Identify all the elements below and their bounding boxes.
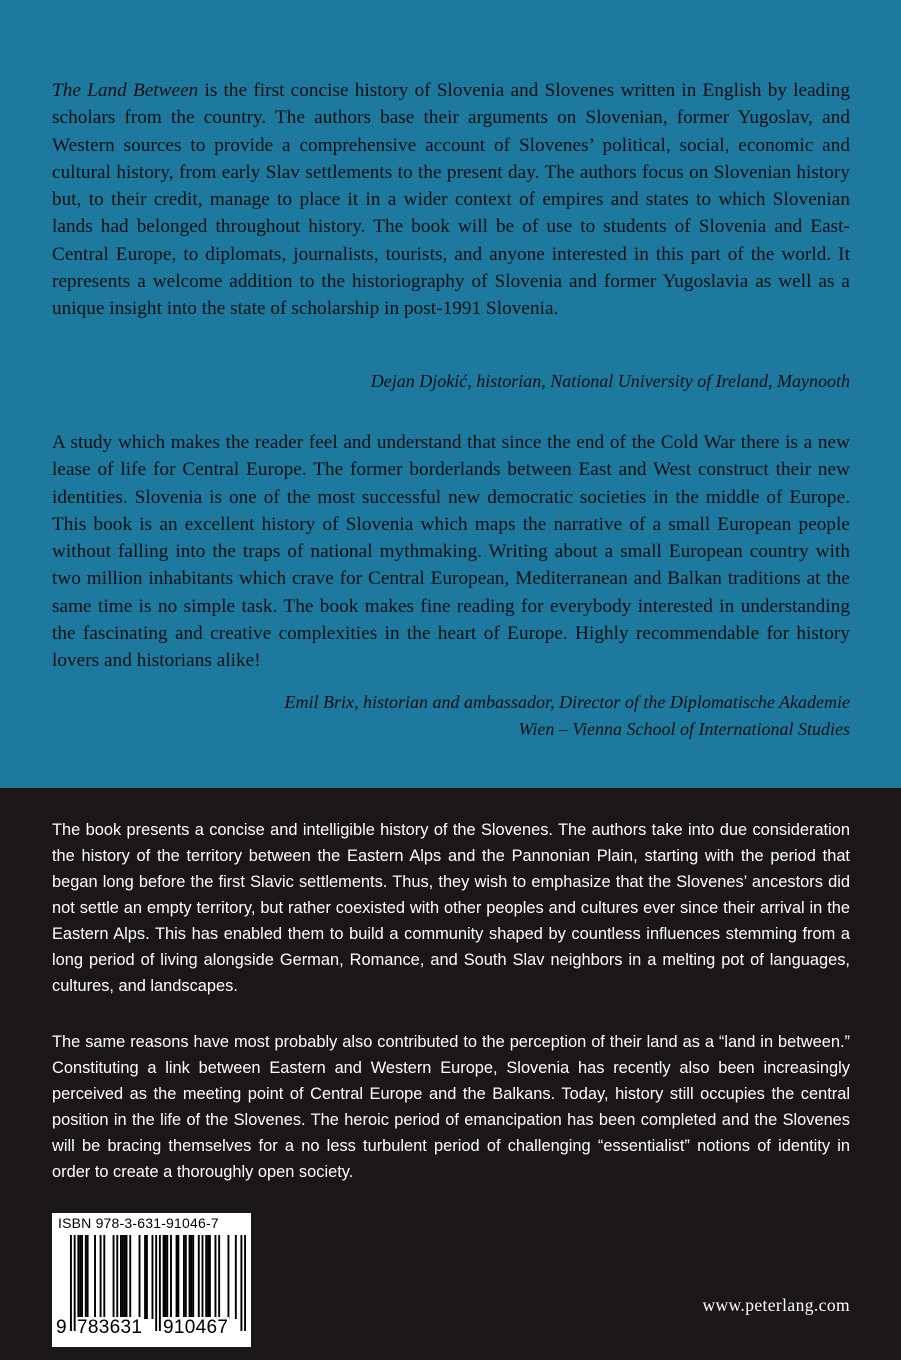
barcode-bar (113, 1235, 115, 1319)
barcode-bar (129, 1235, 131, 1319)
barcode-bar (166, 1235, 168, 1319)
barcode-bar (207, 1235, 209, 1319)
barcode-bar (183, 1235, 185, 1319)
description-paragraph-2: The same reasons have most probably also contributed to the perception of their land as a “land in between.” Constituting a link between Eastern and Western Europe, Slovenia has recently also been increasingly perceived as the meeting point of Central Europe and the Balkans. Today, history still occupies the central position in the life of the Slovenes. The heroic period of emancipation has been completed and the Slovenes will be bracing themselves for a no less turbulent period of challenging “essentialist” notions of identity in order to create a thoroughly open society. (52, 1033, 850, 1181)
barcode-bar (152, 1235, 154, 1319)
isbn-label: ISBN 978-3-631-91046-7 (58, 1215, 219, 1231)
barcode-bar (163, 1235, 165, 1319)
isbn-barcode (52, 1213, 251, 1347)
barcode-bar (124, 1235, 126, 1319)
barcode-bar (122, 1235, 124, 1319)
barcode-bar (215, 1235, 217, 1319)
barcode-bar (87, 1235, 89, 1319)
barcode-bar (164, 1235, 166, 1319)
barcode-bar (144, 1235, 146, 1319)
barcode-bar (81, 1235, 83, 1319)
barcode-bar (192, 1235, 194, 1319)
barcode-bar (176, 1235, 178, 1319)
review-quote-2-attribution (52, 689, 850, 743)
publisher-url[interactable]: www.peterlang.com (702, 1295, 850, 1315)
barcode-bar (235, 1235, 237, 1319)
review-quote-2-text: A study which makes the reader feel and understand that since the end of the Cold War there is a new lease of life for Central Europe. The former borderlands between East and West construct their new identities. Slovenia is one of the most successful new democratic societies in the middle of Europe. This book is an excellent history of Slovenia which maps the narrative of a small European people without falling into the traps of national mythmaking. Writing about a small European country with two million inhabitants which crave for Central European, Mediterranean and Balkan traditions at the same time is no simple task. The book makes fine reading for everybody interested in understanding the fascinating and creative complexities in the heart of Europe. Highly recommendable for history lovers and historians alike! (52, 432, 850, 672)
barcode-bar (79, 1235, 81, 1319)
barcode-bar (189, 1235, 191, 1319)
attribution-line-2: Wien – Vienna School of International Studies (518, 719, 850, 739)
description-paragraph-1: The book presents a concise and intelligible history of the Slovenes. The authors take into due consideration the history of the territory between the Eastern Alps and the Pannonian Plain, starting with the period that began long before the first Slavic settlements. Thus, they wish to emphasize that the Slovenes’ ancestors did not settle an empty territory, but rather coexisted with other peoples and cultures ever since their arrival in the Eastern Alps. This has enabled them to build a community shaped by countless influences stemming from a long period of living alongside German, Romance, and South Slav neighbors in a melting pot of languages, cultures, and landscapes. (52, 821, 850, 995)
barcode-bar (170, 1235, 172, 1319)
barcode-bar (94, 1235, 96, 1319)
barcode-bar (209, 1235, 211, 1319)
isbn-digit-first: 9 (56, 1317, 67, 1338)
barcode-bar (202, 1235, 204, 1319)
barcode-bar (116, 1235, 118, 1319)
attribution-line-1: Emil Brix, historian and ambassador, Director of the Diplomatische Akademie (284, 692, 850, 712)
review-quote-2 (52, 429, 850, 675)
barcode-bar (103, 1235, 105, 1319)
isbn-digits (52, 1317, 251, 1345)
barcode-bar (85, 1235, 87, 1319)
barcode-bar (146, 1235, 148, 1319)
barcode-bar (198, 1235, 200, 1319)
book-title: The Land Between (52, 80, 199, 101)
barcode-bar (218, 1235, 220, 1319)
barcode-bar (139, 1235, 141, 1319)
barcode-bar (100, 1235, 102, 1319)
barcode-bar (177, 1235, 179, 1319)
barcode-bar (126, 1235, 128, 1319)
isbn-digits-left: 783631 (77, 1317, 143, 1338)
barcode-bar (190, 1235, 192, 1319)
review-quote-1 (52, 77, 850, 323)
isbn-digits-right: 910467 (163, 1317, 229, 1338)
review-quote-1-text: is the first concise history of Slovenia and Slovenes written in English by leading scholars from the country. The authors base their arguments on Slovenian, former Yugoslav, and Western sources to provide a comprehensive account of Slovenes’ political, social, economic and cultural history, from early Slav settlements to the present day. The authors focus on Slovenian history but, to their credit, manage to place it in a wider context of empires and states to which Slovenian lands had belonged throughout history. The book will be of use to students of Slovenia and East-Central Europe, to diplomats, journalists, tourists, and anyone interested in this part of the world. It represents a welcome addition to the historiography of Slovenia and former Yugoslavia as well as a unique insight into the state of scholarship in post-1991 Slovenia. (52, 80, 850, 320)
barcode-bar (77, 1235, 79, 1319)
barcode-bar (205, 1235, 207, 1319)
barcode-bar (120, 1235, 122, 1319)
review-quote-1-attribution: Dejan Djokić, historian, National University of Ireland, Maynooth (370, 371, 850, 391)
barcode-bar (185, 1235, 187, 1319)
barcode-bar (227, 1235, 229, 1319)
